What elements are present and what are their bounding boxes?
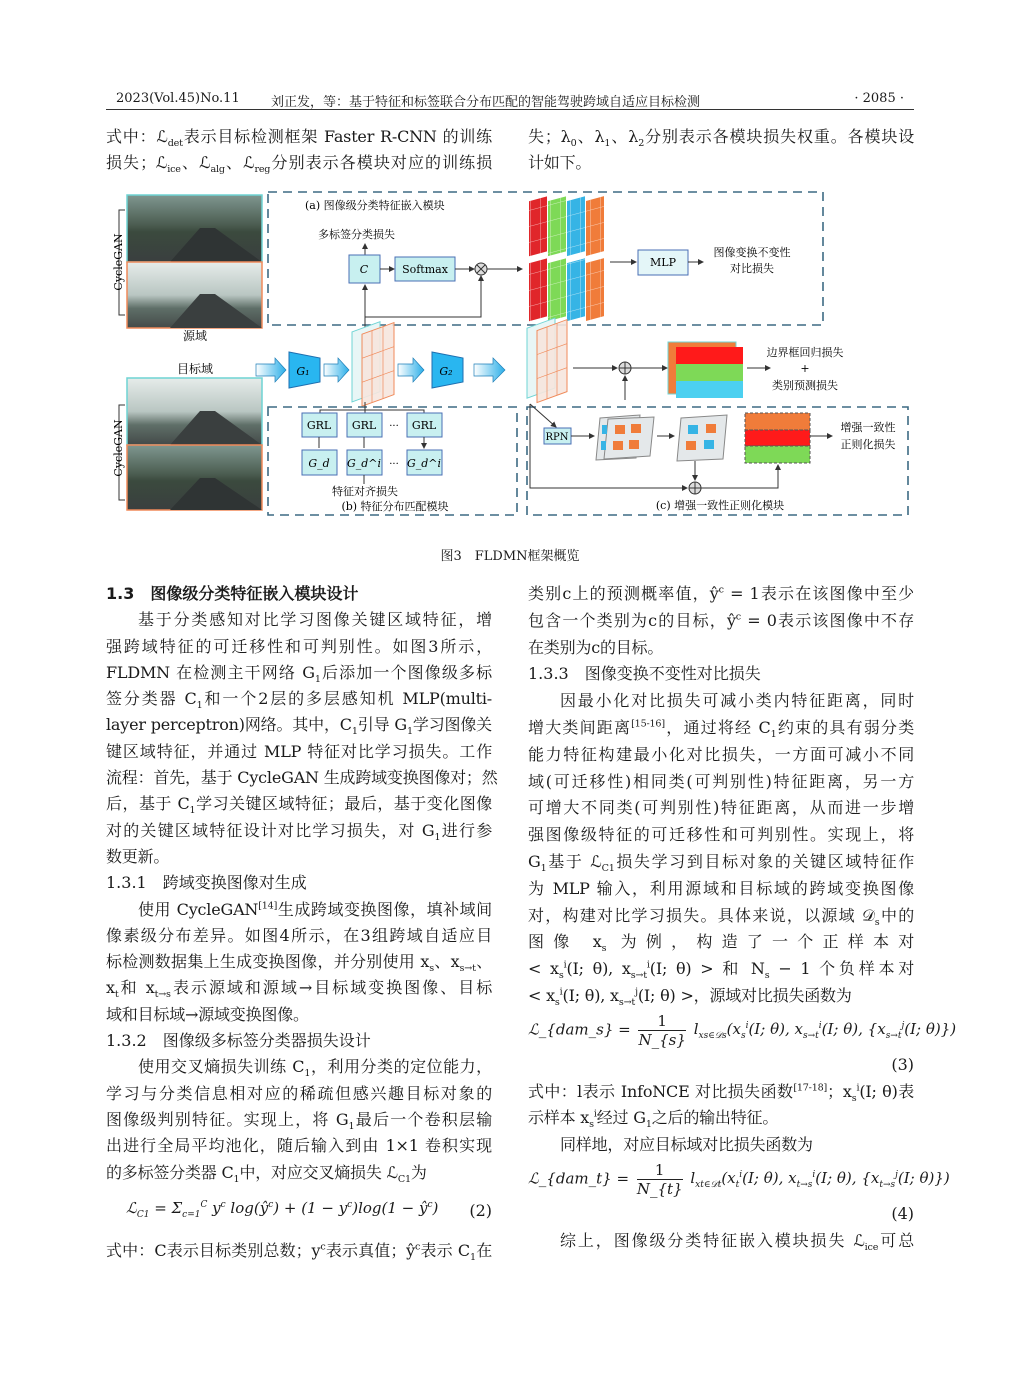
text-line: 域(可迁移性)相同类(可判别性)特征距离，另一方 bbox=[528, 771, 914, 791]
subscript: 1 bbox=[469, 1252, 476, 1264]
invariance-loss-label-1: 图像变换不变性 bbox=[713, 246, 791, 259]
arrow-icon bbox=[398, 358, 424, 382]
arrow-icon bbox=[474, 358, 505, 382]
paragraph bbox=[106, 1054, 492, 1185]
page-number: · 2085 · bbox=[854, 91, 904, 106]
subscript: ice bbox=[167, 163, 181, 175]
right-column bbox=[528, 581, 957, 1255]
text-line: 使用交叉熵损失训练 $C_1$，利用分类的定位能力， bbox=[138, 1057, 492, 1080]
subscript: s bbox=[554, 997, 560, 1009]
svg-text:G_d: G_d bbox=[308, 457, 330, 470]
superscript: C bbox=[200, 1199, 208, 1210]
section-heading-1-3-1: 1.3.1 跨域变换图像对生成 bbox=[106, 873, 307, 893]
superscript: i bbox=[593, 1109, 597, 1121]
subscript: C1 bbox=[136, 1209, 150, 1220]
superscript: i bbox=[739, 1170, 743, 1181]
superscript: [14] bbox=[258, 900, 278, 912]
section-heading-1-3-3: 1.3.3 图像变换不变性对比损失 bbox=[528, 664, 761, 684]
superscript: c bbox=[735, 611, 741, 623]
consistency-stack bbox=[745, 413, 810, 463]
text-line: 综上，图像级分类特征嵌入模块损失 ℒ$_{ice}$可总 bbox=[560, 1230, 914, 1253]
text-line: $G_1$基于 ℒ$_{C1}$损失学习到目标对象的关键区域特征作 bbox=[528, 851, 914, 875]
subscript: s bbox=[874, 916, 880, 928]
subscript: c=1 bbox=[182, 1209, 201, 1220]
superscript: i bbox=[559, 986, 563, 998]
journal-issue: 2023(Vol.45)No.11 bbox=[116, 91, 240, 106]
invariance-loss-label-2: 对比损失 bbox=[730, 262, 774, 275]
equation-2-body: ℒ$_{C1}$ = $\Sigma_{c=1}^C$ $y^c$ $\log(ŷ^c) + (1 - y^c)\log(1$ − $ŷ^c$) bbox=[126, 1198, 439, 1220]
grl-box bbox=[347, 413, 382, 437]
target-domain-label: 目标域 bbox=[176, 362, 214, 376]
subscript: ice bbox=[864, 1241, 879, 1253]
superscript: c bbox=[347, 1199, 353, 1210]
superscript: c bbox=[427, 1199, 433, 1210]
ellipsis: ··· bbox=[389, 421, 399, 432]
shared-feature-map bbox=[352, 317, 394, 410]
subscript: 1 bbox=[189, 805, 196, 817]
equation-4-lhs: ℒ_{dam_t} = bbox=[528, 1169, 630, 1188]
subscript: s bbox=[764, 970, 770, 982]
subscript: t bbox=[735, 1180, 740, 1191]
discriminator-box bbox=[407, 450, 442, 475]
figure-fldmn-framework bbox=[100, 185, 920, 525]
subscript: 1 bbox=[434, 831, 441, 843]
discriminator-box bbox=[347, 450, 382, 475]
paragraph bbox=[528, 1228, 914, 1255]
paragraph bbox=[528, 688, 914, 1010]
text-line: 计如下。 bbox=[528, 152, 592, 172]
text-line: 包含一个类别为c的目标，$ŷ^c = 0$表示该图像中不存 bbox=[528, 610, 915, 630]
classifier-c-label: C bbox=[359, 263, 369, 276]
text-line: 同样地，对应目标域对比损失函数为 bbox=[560, 1135, 813, 1155]
cyclegan-label-top: CycleGAN bbox=[112, 233, 125, 291]
subscript: reg bbox=[254, 163, 271, 175]
equation-3 bbox=[528, 1010, 957, 1052]
superscript: i bbox=[646, 959, 650, 971]
text-line: 域和目标域→源域变换图像。 bbox=[106, 1004, 309, 1024]
superscript: c bbox=[718, 584, 724, 596]
fraction-numerator: 1 bbox=[638, 1012, 685, 1031]
detection-feature-map bbox=[527, 314, 567, 407]
subscript: 1 bbox=[348, 1121, 355, 1133]
text-line: 能力特征构建最小化对比损失，一方面可减小不同 bbox=[528, 744, 914, 764]
text-line: < $x_s^i(I$; θ), $x_{s\to t}^i(I$; θ) > 和 $N_s - 1$ 个负样本对 bbox=[528, 959, 914, 982]
softmax-label: Softmax bbox=[402, 263, 448, 276]
rpn-label: RPN bbox=[545, 432, 569, 443]
weighted-feature-maps bbox=[529, 185, 604, 336]
equation-4 bbox=[528, 1159, 950, 1201]
text-line: 因最小化对比损失可减小类内特征距离，同时 bbox=[560, 691, 914, 711]
module-c-title: (c) 增强一致性正则化模块 bbox=[655, 499, 785, 512]
equation-3-fraction bbox=[638, 1012, 685, 1049]
discriminator-box bbox=[302, 450, 337, 475]
svg-text:G_d^i: G_d^i bbox=[406, 457, 442, 470]
text-line: layer perceptron)网络。其中，$C_1$引导 $G_1$学习图像关 bbox=[106, 715, 492, 738]
text-line: 增大类间距离[15-16]，通过将经 $C_1$约束的具有弱分类 bbox=[528, 717, 914, 741]
superscript: i bbox=[856, 1082, 860, 1094]
equation-2 bbox=[106, 1186, 492, 1238]
subscript: s bbox=[429, 963, 434, 975]
superscript: j bbox=[895, 1170, 898, 1181]
network-g2 bbox=[432, 352, 463, 388]
equation-3-number: (3) bbox=[891, 1054, 914, 1074]
left-column bbox=[106, 581, 498, 1264]
running-header bbox=[106, 89, 914, 110]
subscript: 1 bbox=[351, 726, 358, 738]
paragraph bbox=[528, 581, 914, 661]
subscript: s→t bbox=[630, 970, 647, 982]
superscript: c bbox=[414, 1241, 421, 1253]
text-line: 在类别为c的目标。 bbox=[528, 637, 664, 657]
text-line: 基于分类感知对比学习图像关键区域特征，增 bbox=[138, 610, 492, 630]
text-line: 类别c上的预测概率值，$ŷ^c = 1$表示在该图像中至少 bbox=[528, 584, 914, 603]
subscript: 1 bbox=[770, 729, 777, 741]
paragraph bbox=[528, 1079, 914, 1133]
multilabel-loss-label: 多标签分类损失 bbox=[318, 228, 395, 241]
subscript: det bbox=[167, 138, 183, 150]
equation-4-rhs: $l_{xt\in 𝒟t}(x_t^i(I$; θ), $x_{t\to s}^i(I$; θ), {$x_{t\to s}^j(I$; θ)}) bbox=[690, 1169, 950, 1191]
subscript: C1 bbox=[397, 1173, 411, 1185]
superscript: [15-16] bbox=[631, 718, 665, 730]
svg-text:G_d^i: G_d^i bbox=[346, 457, 382, 470]
superscript: c bbox=[220, 1199, 226, 1210]
cls-loss-label: 类别预测损失 bbox=[772, 379, 838, 392]
text-line: 出进行全局平均池化，随后输入到由 1×1 卷积实现 bbox=[106, 1136, 492, 1156]
prediction-head-stack bbox=[668, 342, 743, 398]
text-line: FLDMN 在检测主干网络 $G_1$后添加一个图像级多标 bbox=[106, 662, 492, 686]
paragraph bbox=[106, 897, 492, 1028]
subscript: s bbox=[601, 943, 607, 955]
subscript: s bbox=[740, 1031, 746, 1042]
superscript: [17-18] bbox=[793, 1082, 828, 1094]
paragraph bbox=[106, 1238, 492, 1264]
subscript: 1 bbox=[604, 138, 611, 150]
backbone-g1 bbox=[289, 352, 320, 388]
source-domain-label: 源域 bbox=[182, 329, 208, 343]
text-line: 可增大不同类(可判别性)特征距离，从而进一步增 bbox=[528, 798, 914, 818]
text-line: 强跨域特征的可迁移性和可判别性。如图3所示， bbox=[106, 636, 492, 656]
subscript: alg bbox=[210, 163, 225, 175]
subscript: s bbox=[558, 970, 564, 982]
arrow-icon bbox=[324, 358, 349, 382]
text-line: 学习与分类信息相对应的稀疏但感兴趣目标对象的 bbox=[106, 1083, 492, 1103]
svg-text:GRL: GRL bbox=[351, 419, 377, 432]
superscript: i bbox=[563, 959, 567, 971]
feature-align-loss-label: 特征对齐损失 bbox=[332, 485, 398, 498]
superscript: c bbox=[320, 1241, 326, 1253]
text-line: 像素级分布差异。如图4所示，在3组跨域自适应目 bbox=[106, 925, 492, 945]
subscript: 1 bbox=[314, 674, 321, 686]
text-line: 示样本 $x_s^i$经过 $G_1$之后的输出特征。 bbox=[528, 1108, 779, 1131]
subscript: t→s bbox=[879, 1180, 896, 1191]
plus-label: + bbox=[800, 362, 810, 375]
superscript: j bbox=[635, 986, 638, 998]
subscript: xs∈𝒟s bbox=[698, 1031, 727, 1042]
text-line: 对，构建对比学习损失。具体来说，以源域 𝒟$_s$中的 bbox=[528, 905, 914, 928]
module-a-title: (a) 图像级分类特征嵌入模块 bbox=[305, 199, 445, 212]
text-line: 对的关键区域特征设计对比学习损失，对 $G_1$进行参 bbox=[106, 820, 492, 843]
subscript: 1 bbox=[304, 1068, 311, 1080]
text-line: 失；$\lambda_0$、$\lambda_1$、$\lambda_2$分别表示各模块损失权重。各模块设 bbox=[528, 127, 914, 150]
add-icon bbox=[619, 362, 631, 374]
subscript: 2 bbox=[638, 138, 645, 150]
text-line: 流程：首先，基于 CycleGAN 生成跨域变换图像对；然 bbox=[106, 768, 498, 788]
subscript: s→t bbox=[802, 1031, 819, 1042]
subscript: t→s bbox=[154, 989, 171, 1001]
consistency-loss-label-2: 正则化损失 bbox=[840, 438, 896, 451]
cyclegan-label-bottom: CycleGAN bbox=[112, 419, 125, 477]
consistency-loss-label-1: 增强一致性 bbox=[840, 421, 896, 434]
text-line: 图像级判别特征。实现上，将 $G_1$最后一个卷积层输 bbox=[106, 1109, 492, 1133]
subscript: 1 bbox=[540, 863, 547, 875]
source-image-fogged bbox=[127, 262, 262, 328]
superscript: j bbox=[901, 1021, 905, 1032]
paragraph bbox=[528, 1132, 914, 1159]
text-line: 键区域特征，并通过 MLP 特征对比学习损失。工作 bbox=[106, 741, 492, 761]
subscript: 0 bbox=[570, 138, 577, 150]
bbox-loss-label: 边界框回归损失 bbox=[766, 346, 844, 359]
target-image-translated bbox=[127, 445, 262, 510]
subscript: xt∈𝒟t bbox=[695, 1180, 722, 1191]
text-line: 式中：C表示目标类别总数；$y^c$表示真值；$ŷ^c$表示 $C_1$在 bbox=[106, 1240, 492, 1264]
subscript: 1 bbox=[406, 726, 413, 738]
target-image-foggy bbox=[127, 378, 262, 445]
source-image-original bbox=[127, 195, 262, 262]
subscript: s→t bbox=[459, 963, 476, 975]
svg-text:G₂: G₂ bbox=[439, 365, 453, 378]
subscript: 1 bbox=[645, 1119, 652, 1131]
add-icon bbox=[689, 482, 701, 494]
subscript: C1 bbox=[601, 863, 615, 875]
text-line: 图像 $x_s$ 为例，构造了一个正样本对 bbox=[528, 932, 914, 955]
fraction-denominator: N_{t} bbox=[636, 1179, 683, 1198]
equation-3-lhs: ℒ_{dam_s} = bbox=[528, 1020, 631, 1039]
module-b-title: (b) 特征分布匹配模块 bbox=[341, 500, 449, 513]
subscript: t→s bbox=[796, 1180, 813, 1191]
text-line: < $x_s^i(I$; θ), $x_{s\to t}^j(I$; θ) >，源域对比损失函数为 bbox=[528, 985, 852, 1009]
equation-2-number: (2) bbox=[469, 1200, 492, 1220]
equation-3-rhs: $l_{xs\in 𝒟s}(x_s^i(I$; θ), $x_{s\to t}^i(I$; θ), {$x_{s\to t}^j(I$; θ)}) bbox=[693, 1020, 957, 1042]
running-title: 刘正发，等：基于特征和标签联合分布匹配的智能驾驶跨域自适应目标检测 bbox=[271, 95, 701, 110]
text-line: 使用 CycleGAN[14]生成跨域变换图像，填补域间 bbox=[138, 899, 492, 919]
text-line: $x_t$和 $x_{t\to s}$表示源域和源域→目标域变换图像、目标 bbox=[106, 978, 492, 1001]
region-proposals-card bbox=[596, 415, 654, 460]
text-line: 损失；ℒ$_{ice}$、ℒ$_{alg}$、ℒ$_{reg}$分别表示各模块对应的训练损 bbox=[106, 152, 493, 175]
subscript: s→t bbox=[618, 997, 636, 1009]
top-right-text bbox=[528, 124, 914, 175]
text-line: 为 MLP 输入，利用源域和目标域的跨域变换图像 bbox=[528, 878, 914, 898]
svg-text:G₁: G₁ bbox=[296, 365, 310, 378]
multiply-icon bbox=[475, 263, 487, 275]
equation-4-number: (4) bbox=[891, 1203, 914, 1223]
superscript: i bbox=[818, 1021, 822, 1032]
subscript: s→t bbox=[885, 1031, 902, 1042]
grl-box bbox=[407, 413, 442, 437]
text-line: 数更新。 bbox=[106, 846, 170, 866]
text-line: 式中：l表示 InfoNCE 对比损失函数[17-18]；$x_s^i(I$; θ)表 bbox=[528, 1081, 914, 1104]
superscript: i bbox=[745, 1021, 749, 1032]
svg-text:GRL: GRL bbox=[306, 419, 332, 432]
svg-text:GRL: GRL bbox=[411, 419, 437, 432]
subscript: 1 bbox=[196, 700, 203, 712]
subscript: s bbox=[589, 1119, 594, 1131]
text-line: 的多标签分类器 $C_1$中，对应交叉熵损失 ℒ$_{C1}$为 bbox=[106, 1162, 427, 1185]
text-line: 式中：ℒ$_{det}$表示目标检测框架 Faster R-CNN 的训练 bbox=[106, 127, 492, 150]
text-line: 强图像级特征的可迁移性和可判别性。实现上，将 bbox=[528, 825, 914, 845]
text-line: 签分类器 $C_1$和一个2层的多层感知机 MLP(multi- bbox=[106, 689, 492, 712]
top-left-text bbox=[106, 124, 492, 175]
augmented-proposals-card bbox=[677, 415, 727, 461]
fraction-denominator: N_{s} bbox=[638, 1030, 686, 1049]
section-heading-1-3-2: 1.3.2 图像级多标签分类器损失设计 bbox=[106, 1031, 371, 1051]
superscript: i bbox=[812, 1170, 816, 1181]
figure-caption: 图3 FLDMN框架概览 bbox=[440, 549, 580, 564]
text-line: 后，基于 $C_1$学习关键区域特征；最后，基于变化图像 bbox=[106, 794, 492, 817]
subscript: t bbox=[114, 989, 119, 1001]
fraction-numerator: 1 bbox=[637, 1161, 683, 1180]
paragraph bbox=[106, 607, 498, 870]
subscript: 1 bbox=[233, 1173, 240, 1185]
text-line: 标检测数据集上生成变换图像，并分别使用 $x_s$、$x_{s\to t}$、 bbox=[106, 952, 492, 975]
equation-4-fraction bbox=[637, 1161, 683, 1198]
grl-box bbox=[302, 413, 337, 437]
superscript: c bbox=[268, 1199, 274, 1210]
subscript: s bbox=[851, 1092, 857, 1104]
section-heading-1-3: 1.3 图像级分类特征嵌入模块设计 bbox=[106, 584, 359, 603]
mlp-label: MLP bbox=[650, 256, 676, 269]
ellipsis: ··· bbox=[389, 459, 399, 470]
